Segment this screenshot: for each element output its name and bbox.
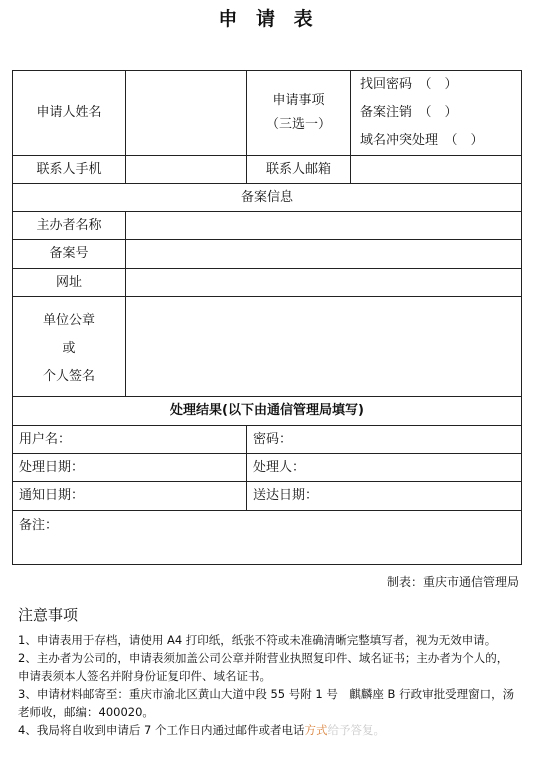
record-number-field[interactable]	[125, 239, 522, 269]
option-record-cancel[interactable]: 备案注销 （ ）	[360, 105, 458, 120]
processor-field[interactable]: 处理人：	[246, 453, 522, 482]
apply-item-line2: （三选一）	[265, 117, 331, 132]
remarks-field[interactable]: 备注：	[12, 510, 522, 565]
seal-signature-label	[12, 296, 126, 397]
seal-signature-field[interactable]	[125, 296, 522, 397]
password-field[interactable]: 密码：	[246, 425, 522, 454]
contact-phone-field[interactable]	[125, 155, 247, 184]
website-field[interactable]	[125, 268, 522, 297]
seal-line3: 个人签名	[42, 369, 95, 384]
form-footer: 制表：重庆市通信管理局	[386, 575, 519, 589]
option-recover-password[interactable]: 找回密码 （ ）	[360, 77, 458, 92]
notes-list	[18, 631, 518, 739]
apply-item-line1: 申请事项	[272, 93, 325, 109]
username-field[interactable]: 用户名：	[12, 425, 247, 454]
note-item-4-mid: 方式	[304, 723, 328, 737]
result-header: 处理结果(以下由通信管理局填写)	[12, 396, 522, 426]
apply-options	[360, 71, 484, 155]
note-item	[18, 721, 518, 739]
option-domain-conflict[interactable]: 域名冲突处理 （ ）	[360, 133, 484, 148]
notify-date-field[interactable]: 通知日期：	[12, 481, 247, 511]
contact-email-label: 联系人邮箱	[246, 155, 351, 184]
apply-item-label	[246, 70, 351, 156]
record-info-header: 备案信息	[12, 183, 522, 212]
sponsor-name-label: 主办者名称	[12, 211, 126, 240]
website-label: 网址	[12, 268, 126, 297]
contact-phone-label: 联系人手机	[12, 155, 126, 184]
seal-line1: 单位公章	[42, 313, 95, 328]
notes-title: 注意事项	[18, 606, 79, 624]
note-item: 2、主办者为公司的，申请表须加盖公司公章并附营业执照复印件、域名证书；主办者为个人的，申请表须本人签名并附身份证复印件、域名证书。	[18, 651, 509, 683]
delivery-date-field[interactable]: 送达日期：	[246, 481, 522, 511]
seal-line2: 或	[62, 341, 76, 356]
process-date-field[interactable]: 处理日期：	[12, 453, 247, 482]
applicant-name-field[interactable]	[125, 70, 247, 156]
page-title: 申 请 表	[218, 8, 319, 30]
record-number-label: 备案号	[12, 239, 126, 269]
note-item: 3、申请材料邮寄至：重庆市渝北区黄山大道中段 55 号附 1 号 麒麟座 B 行政审批受理窗口，汤老师收，邮编：400020。	[18, 687, 515, 719]
sponsor-name-field[interactable]	[125, 211, 522, 240]
note-item: 1、申请表用于存档，请使用 A4 打印纸，纸张不符或未准确清晰完整填写者，视为无效申请。	[18, 633, 497, 647]
note-item-4-end: 给予答复。	[327, 723, 385, 737]
contact-email-field[interactable]	[350, 155, 522, 184]
note-item-4-start: 4、我局将自收到申请后 7 个工作日内通过邮件或者电话	[18, 723, 305, 737]
applicant-name-label: 申请人姓名	[12, 70, 126, 156]
